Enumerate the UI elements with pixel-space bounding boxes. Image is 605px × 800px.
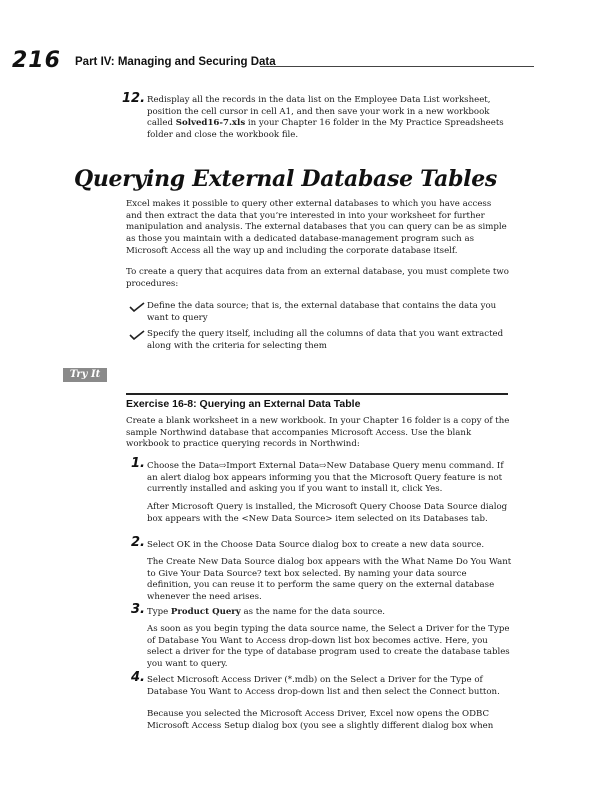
exercise-rule <box>126 393 508 395</box>
check-bullet-icon <box>129 302 145 312</box>
header-rule <box>260 66 534 67</box>
try-it-tab <box>63 368 107 382</box>
step-explanation: After Microsoft Query is installed, the Microsoft Query Choose Data Source dialog box appears with the <New Data Source> item selected on its Databases tab. <box>147 502 508 524</box>
step-instruction: Select Microsoft Access Driver (*.mdb) on the Select a Driver for the Type of Database You Want to Access drop-down list and then select the Connect button. <box>147 675 500 697</box>
step-12-number: 12. <box>122 91 146 106</box>
step-number: 4. <box>131 670 145 685</box>
bullet-item: Specify the query itself, including all the columns of data that you want extracted along with the criteria for selecting them <box>147 329 504 351</box>
part-title: Part IV: Managing and Securing Data <box>75 56 276 68</box>
data-source-name: Product Query <box>170 607 241 617</box>
step-explanation: Because you selected the Microsoft Access Driver, Excel now opens the ODBC Microsoft Access Setup dialog box (you see a slightly different dialog box when <box>147 709 494 731</box>
exercise-title: Exercise 16-8: Querying an External Data Table <box>126 398 361 410</box>
step-12-text: Redisplay all the records in the data list on the Employee Data List worksheet, position the cell cursor in cell A1, and then save your work in a new workbook called Solved16-7.xls in your Chapter 16 folder in the My Practice Spreadsheets folder and close the workbook file. <box>147 95 504 141</box>
section-heading: Querying External Database Tables <box>74 166 497 192</box>
step-number: 3. <box>131 602 145 617</box>
page-number: 216 <box>12 48 61 73</box>
step-number: 2. <box>131 535 145 550</box>
step-number: 1. <box>131 456 145 471</box>
bullet-item: Define the data source; that is, the external database that contains the data you want to query <box>147 301 497 323</box>
step-explanation: As soon as you begin typing the data source name, the Select a Driver for the Type of Database You Want to Access drop-down list box becomes active. Here, you select a driver for the type of database program used to create the database tables you want to query. <box>147 624 510 670</box>
check-bullet-icon <box>129 330 145 340</box>
step-instruction: Type Product Query as the name for the data source. <box>147 607 386 617</box>
step-12-filename: Solved16-7.xls <box>175 118 246 129</box>
procedures-intro: To create a query that acquires data from an external database, you must complete two procedures: <box>126 267 509 289</box>
step-instruction: Select OK in the Choose Data Source dialog box to create a new data source. <box>147 540 485 550</box>
step-instruction: Choose the Data⇨Import External Data⇨New Database Query menu command. If an alert dialog box appears informing you that the Microsoft Query feature is not currently installed and asking you if you want to install it, click Yes. <box>147 461 504 495</box>
step-explanation: The Create New Data Source dialog box appears with the What Name Do You Want to Give Your Data Source? text box selected. By naming your data source definition, you can reuse it to perform the same query on the external database whenever the need arises. <box>147 557 512 603</box>
section-intro: Excel makes it possible to query other external databases to which you have access and then extract the data that you’re interested in into your worksheet for further manipulation and analysis. The external databases that you can query can be as simple as those you maintain with a dedicated database-management program such as Microsoft Access all the way up and including the corporate database itself. <box>126 199 507 256</box>
try-it-label: Try It <box>69 369 101 380</box>
exercise-intro: Create a blank worksheet in a new workbook. In your Chapter 16 folder is a copy of the sample Northwind database that accompanies Microsoft Access. Use the blank workbook to practice querying records in Northwind: <box>126 416 510 450</box>
